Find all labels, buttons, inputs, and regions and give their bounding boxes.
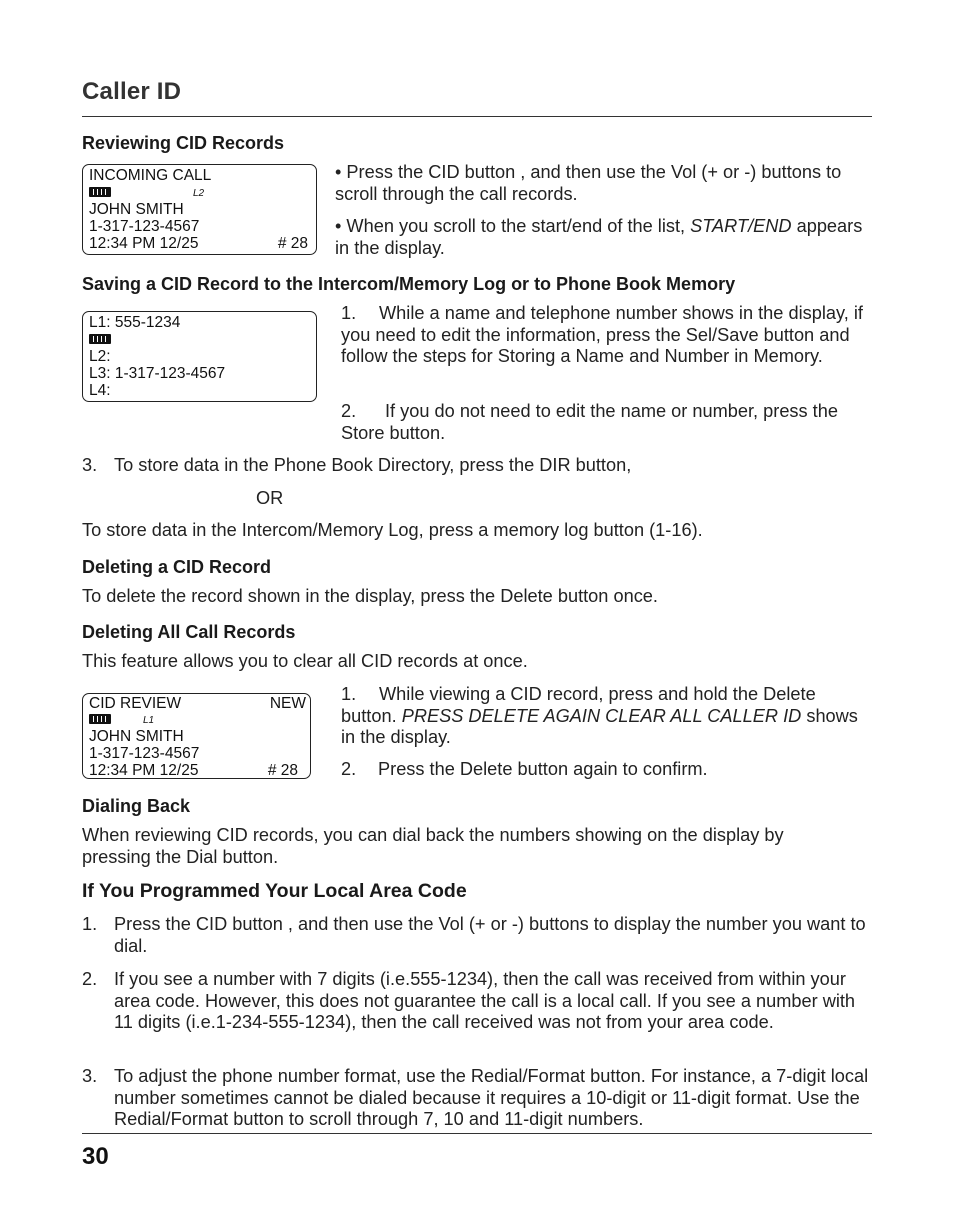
lcd-line: 1-317-123-4567 — [89, 218, 200, 235]
text: • When you scroll to the start/end of the list, — [335, 216, 691, 236]
display-text: START/END — [690, 216, 792, 236]
page-title: Caller ID — [82, 78, 182, 105]
text: appears in the display. — [335, 216, 863, 258]
heading-deleting-all: Deleting All Call Records — [82, 622, 296, 642]
dialing-text: When reviewing CID records, you can dial back the numbers showing on the display by pressing the Dial button. — [82, 825, 784, 867]
step-text: Press the Delete button again to confirm. — [378, 759, 708, 779]
reviewing-bullet-1: • Press the CID button , and then use the Vol (+ or -) buttons to scroll through the call records. — [335, 162, 842, 204]
lcd-line: 1-317-123-4567 — [89, 745, 200, 762]
step-number: 3. — [82, 455, 98, 475]
heading-saving: Saving a CID Record to the Intercom/Memory Log or to Phone Book Memory — [82, 274, 736, 294]
local-item-2 — [82, 969, 872, 1034]
battery-icon — [89, 714, 111, 724]
step-number: 1. — [341, 684, 357, 704]
text: While viewing a CID record, press and hold the Delete button. — [341, 684, 816, 726]
or-text: OR — [256, 488, 284, 508]
deleting-all-text: This feature allows you to clear all CID records at once. — [82, 651, 528, 671]
lcd-line: L3: 1-317-123-4567 — [89, 365, 226, 382]
battery-icon — [89, 334, 111, 344]
lcd-incoming-call — [82, 164, 317, 255]
step-text: If you do not need to edit the name or number, press the Store button. — [341, 401, 838, 443]
heading-local-area: If You Programmed Your Local Area Code — [82, 880, 467, 902]
line-tag: L1 — [143, 715, 155, 726]
intercom-text: To store data in the Intercom/Memory Log, press a memory log button (1-16). — [82, 520, 703, 540]
text: shows in the display. — [341, 705, 858, 747]
top-rule — [82, 116, 872, 117]
lcd-line: 12:34 PM 12/25 — [89, 762, 199, 779]
step-number: 1. — [82, 914, 98, 934]
lcd-line: 12:34 PM 12/25 — [89, 235, 199, 252]
line-tag: L2 — [193, 188, 205, 199]
step-number: 2. — [341, 401, 357, 421]
lcd-line: JOHN SMITH — [89, 728, 184, 745]
lcd-line: L2: — [89, 348, 111, 365]
page-number: 30 — [82, 1143, 109, 1170]
battery-icon — [89, 187, 111, 197]
lcd-record-count: # 28 — [277, 235, 308, 252]
lcd-line: JOHN SMITH — [89, 201, 184, 218]
step-text: If you see a number with 7 digits (i.e.555-1234), then the call was received from within your area code. However, this does not guarantee the call is a local call. If you see a number with 11 digits (i.e.1-234-555-1234), then the call received was not from your area code. — [114, 969, 856, 1032]
step-number: 3. — [82, 1066, 98, 1086]
lcd-new-flag: NEW — [269, 695, 306, 712]
deleting-text: To delete the record shown in the display, press the Delete button once. — [82, 586, 658, 606]
lcd-cid-review — [82, 693, 311, 779]
reviewing-bullet-2 — [335, 216, 875, 259]
heading-deleting: Deleting a CID Record — [82, 557, 272, 577]
lcd-line: CID REVIEW — [89, 695, 182, 712]
step-number: 1. — [341, 303, 357, 323]
saving-step-3 — [82, 455, 872, 477]
step-text: While a name and telephone number shows in the display, if you need to edit the information, press the Sel/Save button and follow the steps for Storing a Name and Number in Memory. — [341, 303, 863, 366]
saving-step-1 — [341, 303, 875, 368]
lcd-line-list — [82, 311, 317, 402]
step-text: To store data in the Phone Book Directory, press the DIR button, — [114, 455, 632, 475]
display-text: PRESS DELETE AGAIN CLEAR ALL CALLER ID — [401, 705, 802, 726]
saving-step-2 — [341, 401, 875, 444]
step-number: 2. — [341, 759, 357, 779]
heading-dialing: Dialing Back — [82, 796, 191, 816]
lcd-record-count: # 28 — [267, 762, 298, 779]
step-text: To adjust the phone number format, use the Redial/Format button. For instance, a 7-digit local number sometimes cannot be dialed because it requires a 10-digit or 11-digit format. Use the Redial/Format button to scroll through 7, 10 and 11-digit numbers. — [114, 1066, 869, 1129]
step-text: Press the CID button , and then use the Vol (+ or -) buttons to display the number you want to dial. — [114, 914, 866, 956]
lcd-line: L4: — [89, 382, 111, 399]
lcd-line: L1: 555-1234 — [89, 314, 181, 331]
heading-reviewing: Reviewing CID Records — [82, 133, 285, 153]
step-text — [341, 684, 875, 749]
local-item-1 — [82, 914, 872, 957]
deleting-all-step-1 — [341, 684, 875, 749]
deleting-all-step-2 — [341, 759, 875, 781]
lcd-line: INCOMING CALL — [89, 167, 212, 184]
local-item-3 — [82, 1066, 872, 1131]
step-number: 2. — [82, 969, 98, 989]
bottom-rule — [82, 1133, 872, 1134]
